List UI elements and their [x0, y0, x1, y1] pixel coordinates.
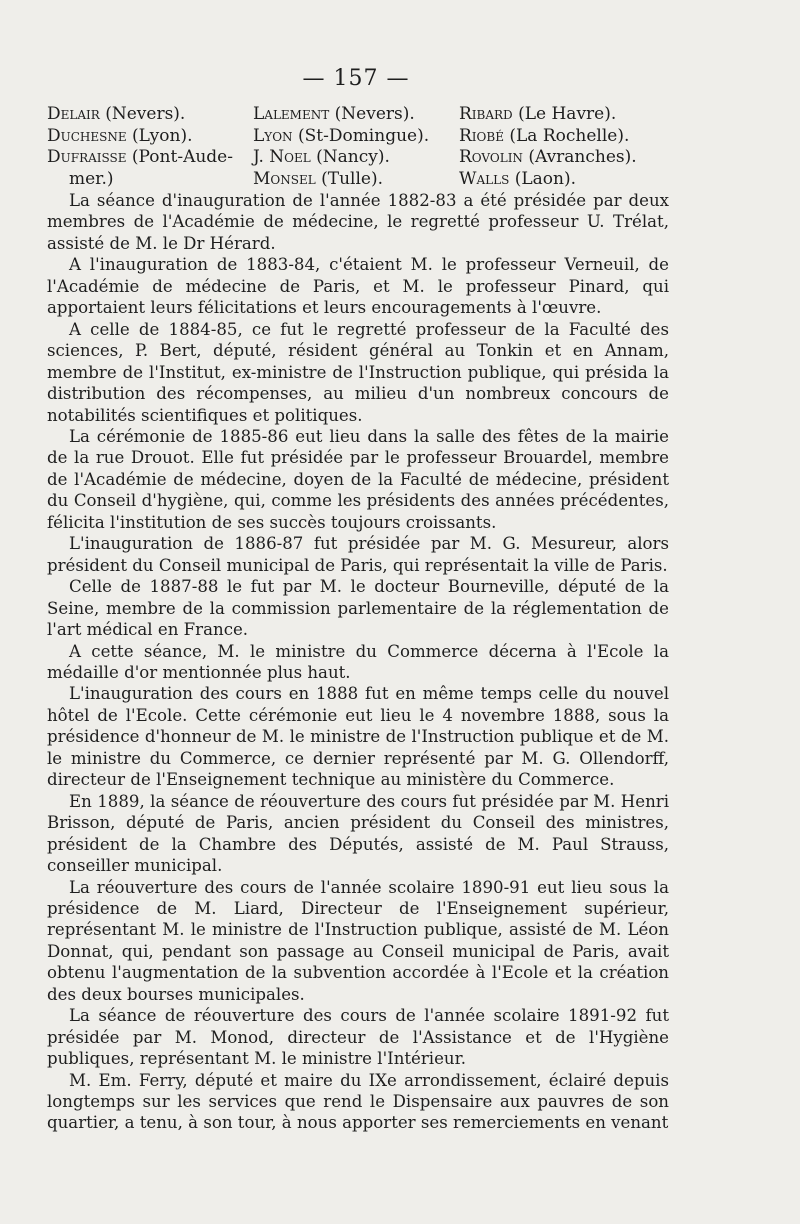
name-entry: Delair (Nevers).	[47, 104, 186, 124]
body-text	[47, 190, 669, 1134]
page-number: — 157 —	[302, 66, 410, 91]
paragraph: L'inauguration de 1886-87 fut présidée par M. G. Mesureur, alors président du Conseil municipal de Paris, qui représentait la ville de Paris.	[47, 534, 669, 575]
paragraph: La séance de réouverture des cours de l'année scolaire 1891-92 fut présidée par M. Monod, directeur de l'Assistance et de l'Hygiène publiques, représentant M. le ministre l'Intérieur.	[47, 1006, 669, 1069]
paragraph: M. Em. Ferry, député et maire du IXe arrondissement, éclairé depuis longtemps sur les services que rend le Dispensaire aux pauvres de son quartier, a tenu, à son tour, à nous apporter ses remerciements en venant	[47, 1070, 669, 1133]
paragraph: Celle de 1887-88 le fut par M. le docteur Bourneville, député de la Seine, membre de la commission parlementaire de la réglementation de l'art médical en France.	[47, 577, 669, 640]
paragraph: La cérémonie de 1885-86 eut lieu dans la salle des fêtes de la mairie de la rue Drouot. Elle fut présidée par le professeur Brouardel, membre de l'Académie de médecine, doyen de la Faculté de médecine, président du Conseil d'hygiène, qui, comme les présidents des années précédentes, félicita l'institution de ses succès toujours croissants.	[47, 426, 669, 532]
name-entry: Monsel (Tulle).	[253, 168, 383, 189]
paragraph: A l'inauguration de 1883-84, c'étaient M. le professeur Verneuil, de l'Académie de médecine de Paris, et M. le professeur Pinard, qui apportaient leurs félicitations et leurs encouragements à l'œuvre.	[47, 255, 669, 318]
paragraph: En 1889, la séance de réouverture des cours fut présidée par M. Henri Brisson, député de Paris, ancien président du Conseil des ministres, président de la Chambre des Députés, assisté de M. Paul Strauss, conseiller municipal.	[47, 791, 669, 876]
name-entry: J. Noel (Nancy).	[253, 147, 390, 168]
name-entry: Rovolin (Avranches).	[459, 147, 637, 168]
name-entry-continuation: mer.)	[69, 168, 114, 189]
names-column-3	[459, 104, 689, 190]
names-column-2	[253, 104, 458, 190]
paragraph: A cette séance, M. le ministre du Commerce décerna à l'Ecole la médaille d'or mentionnée plus haut.	[47, 641, 669, 682]
name-entry: Lyon (St-Domingue).	[253, 125, 430, 146]
name-entry: Duchesne (Lyon).	[47, 125, 193, 146]
paragraph: La séance d'inauguration de l'année 1882-83 a été présidée par deux membres de l'Académie de médecine, le regretté professeur U. Trélat, assisté de M. le Dr Hérard.	[47, 191, 669, 253]
paragraph: A celle de 1884-85, ce fut le regretté professeur de la Faculté des sciences, P. Bert, député, résident général au Tonkin et en Annam, membre de l'Institut, ex-ministre de l'Instruction publique, qui présida la distribution des récompenses, au milieu d'un nombreux concours de notabilités scientifiques et politiques.	[47, 319, 669, 425]
paragraph: La réouverture des cours de l'année scolaire 1890-91 eut lieu sous la présidence de M. Liard, Directeur de l'Enseignement supérieur, représentant M. le ministre de l'Instruction publique, assisté de M. Léon Donnat, qui, pendant son passage au Conseil municipal de Paris, avait obtenu l'augmentation de la subvention accordée à l'Ecole et la création des deux bourses municipales.	[47, 877, 669, 1004]
name-entry: Ribard (Le Havre).	[459, 104, 617, 124]
paragraph: L'inauguration des cours en 1888 fut en même temps celle du nouvel hôtel de l'Ecole. Cette cérémonie eut lieu le 4 novembre 1888, sous la présidence d'honneur de M. le ministre de l'Instruction publique et de M. le ministre du Commerce, ce dernier représenté par M. G. Ollendorff, directeur de l'Enseignement technique au ministère du Commerce.	[47, 684, 669, 790]
name-entry: Riobé (La Rochelle).	[459, 125, 630, 146]
name-entry: Dufraisse (Pont-Aude-	[47, 147, 233, 168]
name-entry: Lalement (Nevers).	[253, 104, 415, 124]
names-column-1	[47, 104, 252, 190]
name-entry: Walls (Laon).	[459, 168, 576, 189]
